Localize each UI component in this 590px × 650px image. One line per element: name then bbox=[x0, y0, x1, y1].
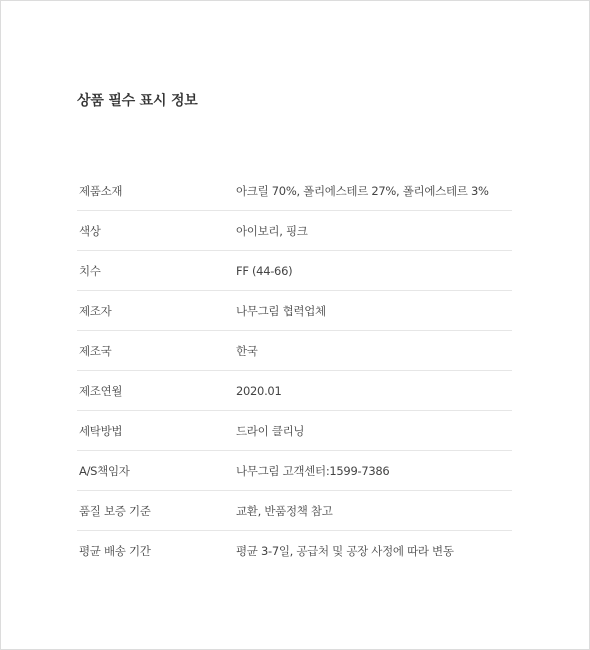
info-value: 나무그림 협력업체 bbox=[236, 303, 326, 318]
info-value: 교환, 반품정책 참고 bbox=[236, 503, 333, 518]
info-row-delivery-period bbox=[77, 531, 512, 570]
info-value: 평균 3-7일, 공급처 및 공장 사정에 따라 변동 bbox=[236, 543, 454, 558]
product-info-table bbox=[77, 171, 512, 570]
info-label: 제조자 bbox=[79, 303, 112, 318]
info-label: 색상 bbox=[79, 223, 101, 238]
info-value: 한국 bbox=[236, 343, 258, 358]
info-label: 제조국 bbox=[79, 343, 112, 358]
info-row-size bbox=[77, 251, 512, 291]
info-row-manufacture-date bbox=[77, 371, 512, 411]
info-label: 제조연월 bbox=[79, 383, 123, 398]
info-label: 치수 bbox=[79, 263, 101, 278]
info-row-color bbox=[77, 211, 512, 251]
info-value: 드라이 클리닝 bbox=[236, 423, 305, 438]
info-value: 나무그림 고객센터:1599-7386 bbox=[236, 463, 390, 478]
info-row-as-contact bbox=[77, 451, 512, 491]
info-row-country bbox=[77, 331, 512, 371]
info-label: A/S책임자 bbox=[79, 463, 130, 478]
section-title: 상품 필수 표시 정보 bbox=[77, 93, 198, 109]
info-label: 평균 배송 기간 bbox=[79, 543, 151, 558]
info-value: 아크릴 70%, 폴리에스테르 27%, 폴리에스테르 3% bbox=[236, 183, 489, 198]
info-value: FF (44-66) bbox=[236, 263, 293, 278]
info-label: 제품소재 bbox=[79, 183, 123, 198]
info-value: 2020.01 bbox=[236, 383, 282, 398]
info-value: 아이보리, 핑크 bbox=[236, 223, 308, 238]
info-row-washing bbox=[77, 411, 512, 451]
info-row-quality-guarantee bbox=[77, 491, 512, 531]
info-row-manufacturer bbox=[77, 291, 512, 331]
info-label: 세탁방법 bbox=[79, 423, 123, 438]
info-row-material bbox=[77, 171, 512, 211]
info-label: 품질 보증 기준 bbox=[79, 503, 151, 518]
